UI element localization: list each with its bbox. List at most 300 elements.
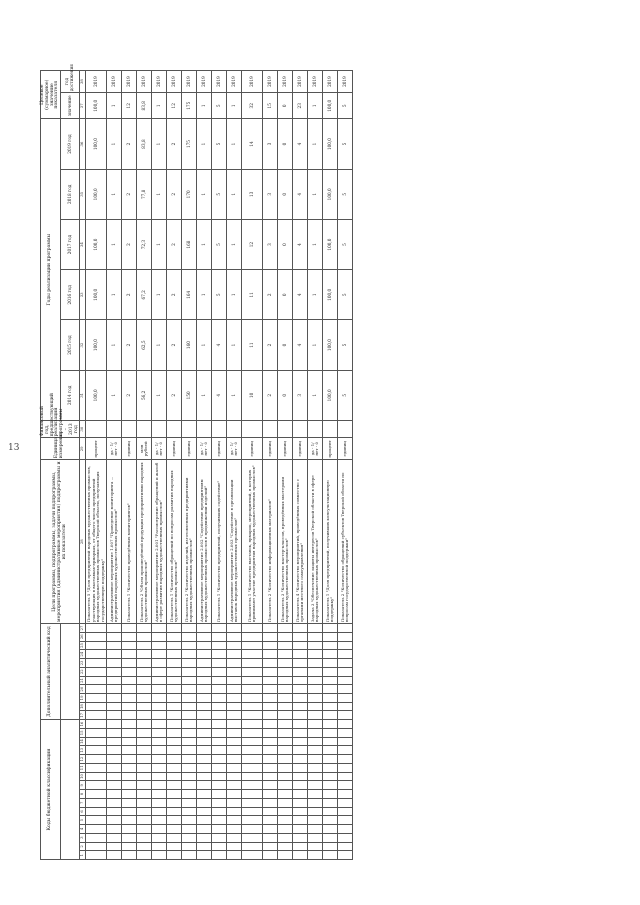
code-cell <box>308 816 323 825</box>
column-number: 22 <box>79 669 85 675</box>
code-cell <box>107 790 122 799</box>
column-number: 12 <box>79 756 85 762</box>
code-cell <box>227 676 242 685</box>
code-cell <box>122 650 137 659</box>
table-row <box>212 71 227 860</box>
code-cell <box>197 702 212 711</box>
year-value: 4 <box>293 270 308 320</box>
header-kbk: Коды бюджетной классификации <box>41 720 61 860</box>
code-cell <box>167 641 182 650</box>
header-year-2: 2015 год <box>61 320 80 370</box>
column-number: 34 <box>80 219 86 269</box>
code-cell <box>167 624 182 633</box>
code-cell <box>182 790 197 799</box>
code-cell <box>308 650 323 659</box>
table-row <box>263 71 278 860</box>
code-cell <box>152 807 167 816</box>
row-unit: единиц <box>293 438 308 460</box>
code-cell <box>152 694 167 703</box>
code-cell <box>122 624 137 633</box>
code-cell <box>167 807 182 816</box>
code-cell <box>242 807 263 816</box>
header-year-5: 2018 год <box>61 169 80 219</box>
code-cell <box>152 763 167 772</box>
year-value: 5 <box>338 219 353 269</box>
year-value: 100,0 <box>323 169 338 219</box>
row-unit: да - 1/ нет - 0 <box>107 438 122 460</box>
year-value: 1 <box>308 320 323 370</box>
code-cell <box>182 755 197 764</box>
code-cell <box>263 632 278 641</box>
year-value: 2 <box>263 370 278 420</box>
year-value: 1 <box>152 270 167 320</box>
target-value: 100,0 <box>323 93 338 119</box>
code-cell <box>212 667 227 676</box>
code-cell <box>293 798 308 807</box>
header-additional-sub <box>61 624 80 720</box>
code-cell <box>197 632 212 641</box>
code-cell <box>338 790 353 799</box>
code-cell <box>212 833 227 842</box>
code-cell <box>212 624 227 633</box>
code-cell <box>293 624 308 633</box>
year-value: 2 <box>263 270 278 320</box>
target-value: 1 <box>227 93 242 119</box>
target-value: 23 <box>293 93 308 119</box>
code-cell <box>278 816 293 825</box>
code-cell <box>182 781 197 790</box>
year-value: 1 <box>197 320 212 370</box>
column-number: 24 <box>79 651 85 657</box>
header-additional-code: Дополнительный аналитический код <box>41 624 61 720</box>
year-value: 1 <box>107 370 122 420</box>
code-cell <box>338 624 353 633</box>
code-cell <box>137 842 152 851</box>
code-cell <box>197 790 212 799</box>
code-cell <box>167 755 182 764</box>
code-cell <box>338 781 353 790</box>
code-cell <box>308 641 323 650</box>
code-cell <box>293 790 308 799</box>
page-number: 13 <box>8 443 20 453</box>
code-cell <box>242 659 263 668</box>
code-cell <box>227 763 242 772</box>
code-cell <box>86 781 107 790</box>
column-number: 2 <box>80 842 86 851</box>
code-cell <box>242 641 263 650</box>
year-value: 150 <box>182 370 197 420</box>
column-number: 16 <box>79 721 85 727</box>
code-cell <box>197 842 212 851</box>
code-cell <box>227 755 242 764</box>
code-cell <box>167 632 182 641</box>
code-cell <box>242 781 263 790</box>
year-value: 164 <box>182 270 197 320</box>
code-cell <box>263 851 278 860</box>
code-cell <box>167 694 182 703</box>
year-value: 0 <box>278 270 293 320</box>
code-cell <box>212 790 227 799</box>
code-cell <box>338 755 353 764</box>
code-cell <box>212 650 227 659</box>
code-cell <box>137 702 152 711</box>
year-value: 100,0 <box>86 119 107 169</box>
code-cell <box>263 825 278 834</box>
code-cell <box>167 825 182 834</box>
code-cell <box>122 737 137 746</box>
code-cell <box>152 632 167 641</box>
year-value: 3 <box>263 119 278 169</box>
code-cell <box>242 790 263 799</box>
row-description: Показатель 3 "Количество мастер-классов, проведённых мастерами народных художественных промыслов" <box>278 460 293 624</box>
code-cell <box>323 772 338 781</box>
code-cell <box>107 842 122 851</box>
column-number: 23 <box>79 660 85 666</box>
year-value: 5 <box>212 169 227 219</box>
code-cell <box>107 624 122 633</box>
year-value: 62,5 <box>137 320 152 370</box>
code-cell <box>182 667 197 676</box>
code-cell <box>278 755 293 764</box>
code-cell <box>197 694 212 703</box>
code-cell <box>263 746 278 755</box>
code-cell <box>293 667 308 676</box>
code-cell <box>242 702 263 711</box>
code-cell <box>263 711 278 720</box>
code-cell <box>197 737 212 746</box>
code-cell <box>197 624 212 633</box>
code-cell <box>122 632 137 641</box>
code-cell <box>212 851 227 860</box>
code-cell <box>308 851 323 860</box>
code-cell <box>167 702 182 711</box>
year-value: 2 <box>263 320 278 370</box>
code-cell <box>152 650 167 659</box>
column-number: 14 <box>79 739 85 745</box>
year-value: 1 <box>227 219 242 269</box>
target-value: 0 <box>278 93 293 119</box>
code-cell <box>107 816 122 825</box>
column-number: 3 <box>80 833 86 842</box>
code-cell <box>107 667 122 676</box>
code-cell <box>86 842 107 851</box>
code-cell <box>323 685 338 694</box>
code-cell <box>107 685 122 694</box>
code-cell <box>86 702 107 711</box>
code-cell <box>308 790 323 799</box>
code-cell <box>242 746 263 755</box>
code-cell <box>152 641 167 650</box>
code-cell <box>137 798 152 807</box>
code-cell <box>308 702 323 711</box>
column-number: 33 <box>80 270 86 320</box>
year-value: 5 <box>212 270 227 320</box>
code-cell <box>152 825 167 834</box>
code-cell <box>323 659 338 668</box>
code-cell <box>263 685 278 694</box>
column-number: 31 <box>80 370 86 420</box>
year-value: 5 <box>338 370 353 420</box>
code-cell <box>86 746 107 755</box>
code-cell <box>338 702 353 711</box>
code-cell <box>197 746 212 755</box>
year-value: 4 <box>293 320 308 370</box>
year-value: 5 <box>338 169 353 219</box>
code-cell <box>86 833 107 842</box>
code-cell <box>182 632 197 641</box>
code-cell <box>122 720 137 729</box>
year-value: 100,0 <box>86 270 107 320</box>
column-number: 7 <box>80 798 86 807</box>
code-cell <box>278 851 293 860</box>
code-cell <box>152 798 167 807</box>
row-base-value <box>152 420 167 437</box>
code-cell <box>278 702 293 711</box>
row-base-value <box>167 420 182 437</box>
target-year: 2019 <box>278 71 293 93</box>
row-base-value <box>278 420 293 437</box>
code-cell <box>338 746 353 755</box>
code-cell <box>323 807 338 816</box>
code-cell <box>86 763 107 772</box>
target-year: 2019 <box>137 71 152 93</box>
target-year: 2019 <box>212 71 227 93</box>
year-value: 11 <box>242 320 263 370</box>
code-cell <box>293 650 308 659</box>
code-cell <box>212 825 227 834</box>
code-cell <box>242 737 263 746</box>
code-cell <box>137 728 152 737</box>
code-cell <box>152 667 167 676</box>
code-cell <box>182 702 197 711</box>
code-cell <box>308 798 323 807</box>
code-cell <box>242 772 263 781</box>
row-base-value <box>86 420 107 437</box>
year-value: 5 <box>212 119 227 169</box>
code-cell <box>86 720 107 729</box>
code-cell <box>242 676 263 685</box>
column-number: 10 <box>79 774 85 779</box>
code-cell <box>197 650 212 659</box>
year-value: 4 <box>293 119 308 169</box>
code-cell <box>293 737 308 746</box>
code-cell <box>152 790 167 799</box>
code-cell <box>107 728 122 737</box>
year-value: 67,2 <box>137 270 152 320</box>
code-cell <box>278 798 293 807</box>
code-cell <box>293 720 308 729</box>
code-cell <box>212 737 227 746</box>
code-cell <box>107 676 122 685</box>
code-cell <box>197 755 212 764</box>
code-cell <box>212 755 227 764</box>
code-cell <box>308 676 323 685</box>
code-cell <box>263 624 278 633</box>
target-value: 1 <box>152 93 167 119</box>
code-cell <box>107 755 122 764</box>
code-cell <box>227 816 242 825</box>
header-goal: Цели программы, подпрограммы, задачи подпрограммы, мероприятия (административные мероприятия) подпрограммы и их показатели <box>41 460 80 624</box>
year-value: 4 <box>293 219 308 269</box>
row-description: Показатель 1 "Количество выставок, ярмарок, мероприятий, в которых принимают участие предприятия народных художественных промыслов" <box>242 460 263 624</box>
code-cell <box>152 842 167 851</box>
target-value: 1 <box>197 93 212 119</box>
code-cell <box>293 641 308 650</box>
code-cell <box>137 816 152 825</box>
column-number: 38 <box>80 71 86 93</box>
code-cell <box>122 842 137 851</box>
code-cell <box>242 755 263 764</box>
column-number: 28 <box>80 460 86 624</box>
code-cell <box>137 790 152 799</box>
code-cell <box>242 798 263 807</box>
year-value: 1 <box>308 169 323 219</box>
year-value: 4 <box>293 169 308 219</box>
column-number: 13 <box>79 747 85 753</box>
code-cell <box>242 825 263 834</box>
column-number: 27 <box>79 625 85 631</box>
year-value: 2 <box>122 270 137 320</box>
code-cell <box>167 667 182 676</box>
year-value: 1 <box>107 320 122 370</box>
code-cell <box>107 781 122 790</box>
code-cell <box>293 694 308 703</box>
table-row <box>338 71 353 860</box>
code-cell <box>263 676 278 685</box>
year-value: 1 <box>227 270 242 320</box>
code-cell <box>338 816 353 825</box>
year-value: 1 <box>197 169 212 219</box>
code-cell <box>308 720 323 729</box>
code-cell <box>278 833 293 842</box>
year-value: 1 <box>308 370 323 420</box>
code-cell <box>323 833 338 842</box>
year-value: 100,0 <box>323 270 338 320</box>
target-year: 2019 <box>227 71 242 93</box>
year-value: 3 <box>263 169 278 219</box>
code-cell <box>137 763 152 772</box>
code-cell <box>263 694 278 703</box>
column-number: 18 <box>79 704 85 710</box>
column-number: 30 <box>80 420 86 437</box>
code-cell <box>167 659 182 668</box>
code-cell <box>182 798 197 807</box>
code-cell <box>107 851 122 860</box>
code-cell <box>212 781 227 790</box>
code-cell <box>182 772 197 781</box>
code-cell <box>212 711 227 720</box>
code-cell <box>86 772 107 781</box>
code-cell <box>152 720 167 729</box>
code-cell <box>122 763 137 772</box>
code-cell <box>167 737 182 746</box>
code-cell <box>197 641 212 650</box>
row-unit: процент <box>86 438 107 460</box>
code-cell <box>182 807 197 816</box>
code-cell <box>227 641 242 650</box>
column-number: 37 <box>80 93 86 119</box>
code-cell <box>167 851 182 860</box>
code-cell <box>323 728 338 737</box>
year-value: 100,0 <box>323 219 338 269</box>
target-year: 2019 <box>263 71 278 93</box>
code-cell <box>338 842 353 851</box>
code-cell <box>308 659 323 668</box>
code-cell <box>308 746 323 755</box>
code-cell <box>212 746 227 755</box>
code-cell <box>338 694 353 703</box>
code-cell <box>197 798 212 807</box>
code-cell <box>197 772 212 781</box>
code-cell <box>167 798 182 807</box>
code-cell <box>152 781 167 790</box>
header-target: Целевое (суммарное) значение показателя <box>41 71 61 119</box>
table-row <box>182 71 197 860</box>
code-cell <box>197 807 212 816</box>
row-unit: да - 1/ нет - 0 <box>308 438 323 460</box>
code-cell <box>338 685 353 694</box>
target-value: 12 <box>167 93 182 119</box>
year-value: 3 <box>293 370 308 420</box>
code-cell <box>137 833 152 842</box>
table-body <box>86 71 353 860</box>
code-cell <box>212 842 227 851</box>
year-value: 0 <box>278 370 293 420</box>
year-value: 100,0 <box>86 169 107 219</box>
code-cell <box>122 694 137 703</box>
code-cell <box>107 772 122 781</box>
code-cell <box>137 632 152 641</box>
code-cell <box>263 763 278 772</box>
code-cell <box>278 667 293 676</box>
code-cell <box>197 833 212 842</box>
target-year: 2019 <box>152 71 167 93</box>
code-cell <box>293 711 308 720</box>
column-number: 8 <box>80 790 86 799</box>
code-cell <box>107 746 122 755</box>
code-cell <box>122 807 137 816</box>
code-cell <box>263 641 278 650</box>
year-value: 100,0 <box>323 119 338 169</box>
target-year: 2019 <box>107 71 122 93</box>
code-cell <box>86 711 107 720</box>
code-cell <box>122 833 137 842</box>
code-cell <box>167 650 182 659</box>
code-cell <box>227 807 242 816</box>
year-value: 100,0 <box>86 219 107 269</box>
code-cell <box>323 842 338 851</box>
code-cell <box>107 825 122 834</box>
code-cell <box>197 711 212 720</box>
year-value: 5 <box>338 270 353 320</box>
code-cell <box>293 851 308 860</box>
code-cell <box>197 816 212 825</box>
target-year: 2019 <box>293 71 308 93</box>
column-number: 1 <box>80 851 86 860</box>
code-cell <box>278 685 293 694</box>
table-row <box>122 71 137 860</box>
header-target-value: значение <box>61 93 80 119</box>
code-cell <box>137 851 152 860</box>
code-cell <box>323 781 338 790</box>
code-cell <box>122 790 137 799</box>
code-cell <box>86 650 107 659</box>
code-cell <box>323 632 338 641</box>
code-cell <box>212 798 227 807</box>
code-cell <box>308 781 323 790</box>
code-cell <box>137 772 152 781</box>
code-cell <box>212 632 227 641</box>
